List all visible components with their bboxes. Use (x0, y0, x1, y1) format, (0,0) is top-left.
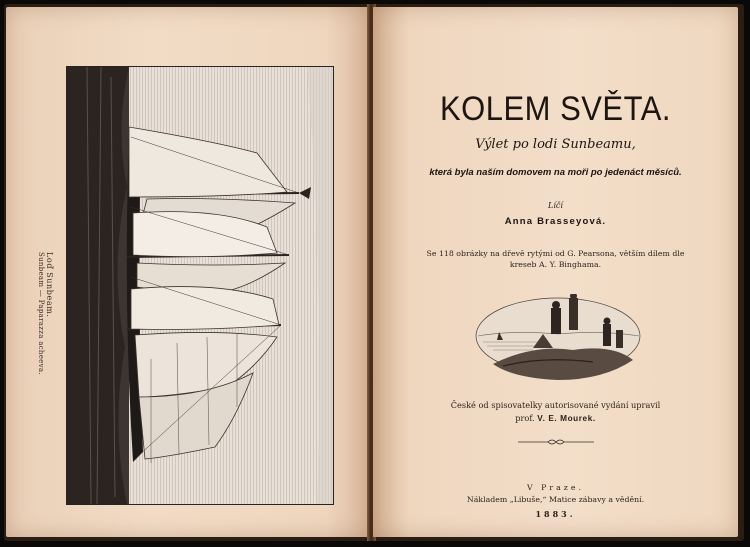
publication-year: 1883. (535, 509, 576, 519)
author-label: Líčí (548, 201, 563, 210)
title-page (373, 7, 738, 537)
illustrations-note: Se 118 obrázky na dřevě rytými od G. Pearsona, větším dílem dle kreseb A. Y. Binghama. (426, 249, 685, 269)
publication-place: V Praze. (527, 483, 584, 492)
translator-line2 (403, 412, 708, 425)
frontispiece-engraving (66, 66, 334, 505)
book-subtitle-line2: která byla naším domovem na moři po jedenáct měsíců. (429, 167, 682, 178)
plate-caption-title: Loď Sunbeam. (45, 252, 54, 318)
plate-caption-subtitle: Sunbeam — Paparazza acheeva. (37, 252, 45, 375)
vignette-engraving (473, 294, 643, 384)
ornament-divider (516, 437, 596, 447)
open-book (4, 4, 744, 541)
publisher-line: Nákladem „Libuše,“ Matice zábavy a vědění. (466, 495, 645, 504)
translator-prefix: prof. (515, 413, 535, 423)
plate-caption (36, 252, 54, 375)
translator-name: V. E. Mourek. (537, 414, 596, 423)
author-name: Anna Brasseyová. (504, 216, 607, 227)
book-title: KOLEM SVĚTA. (439, 88, 672, 129)
translator-note (403, 399, 708, 425)
sailing-ship-engraving (67, 67, 333, 504)
translator-line1: České od spisovatelky autorisované vydání upravil (450, 400, 661, 410)
book-subtitle: Výlet po lodi Sunbeamu, (475, 137, 636, 152)
left-page (6, 7, 370, 537)
